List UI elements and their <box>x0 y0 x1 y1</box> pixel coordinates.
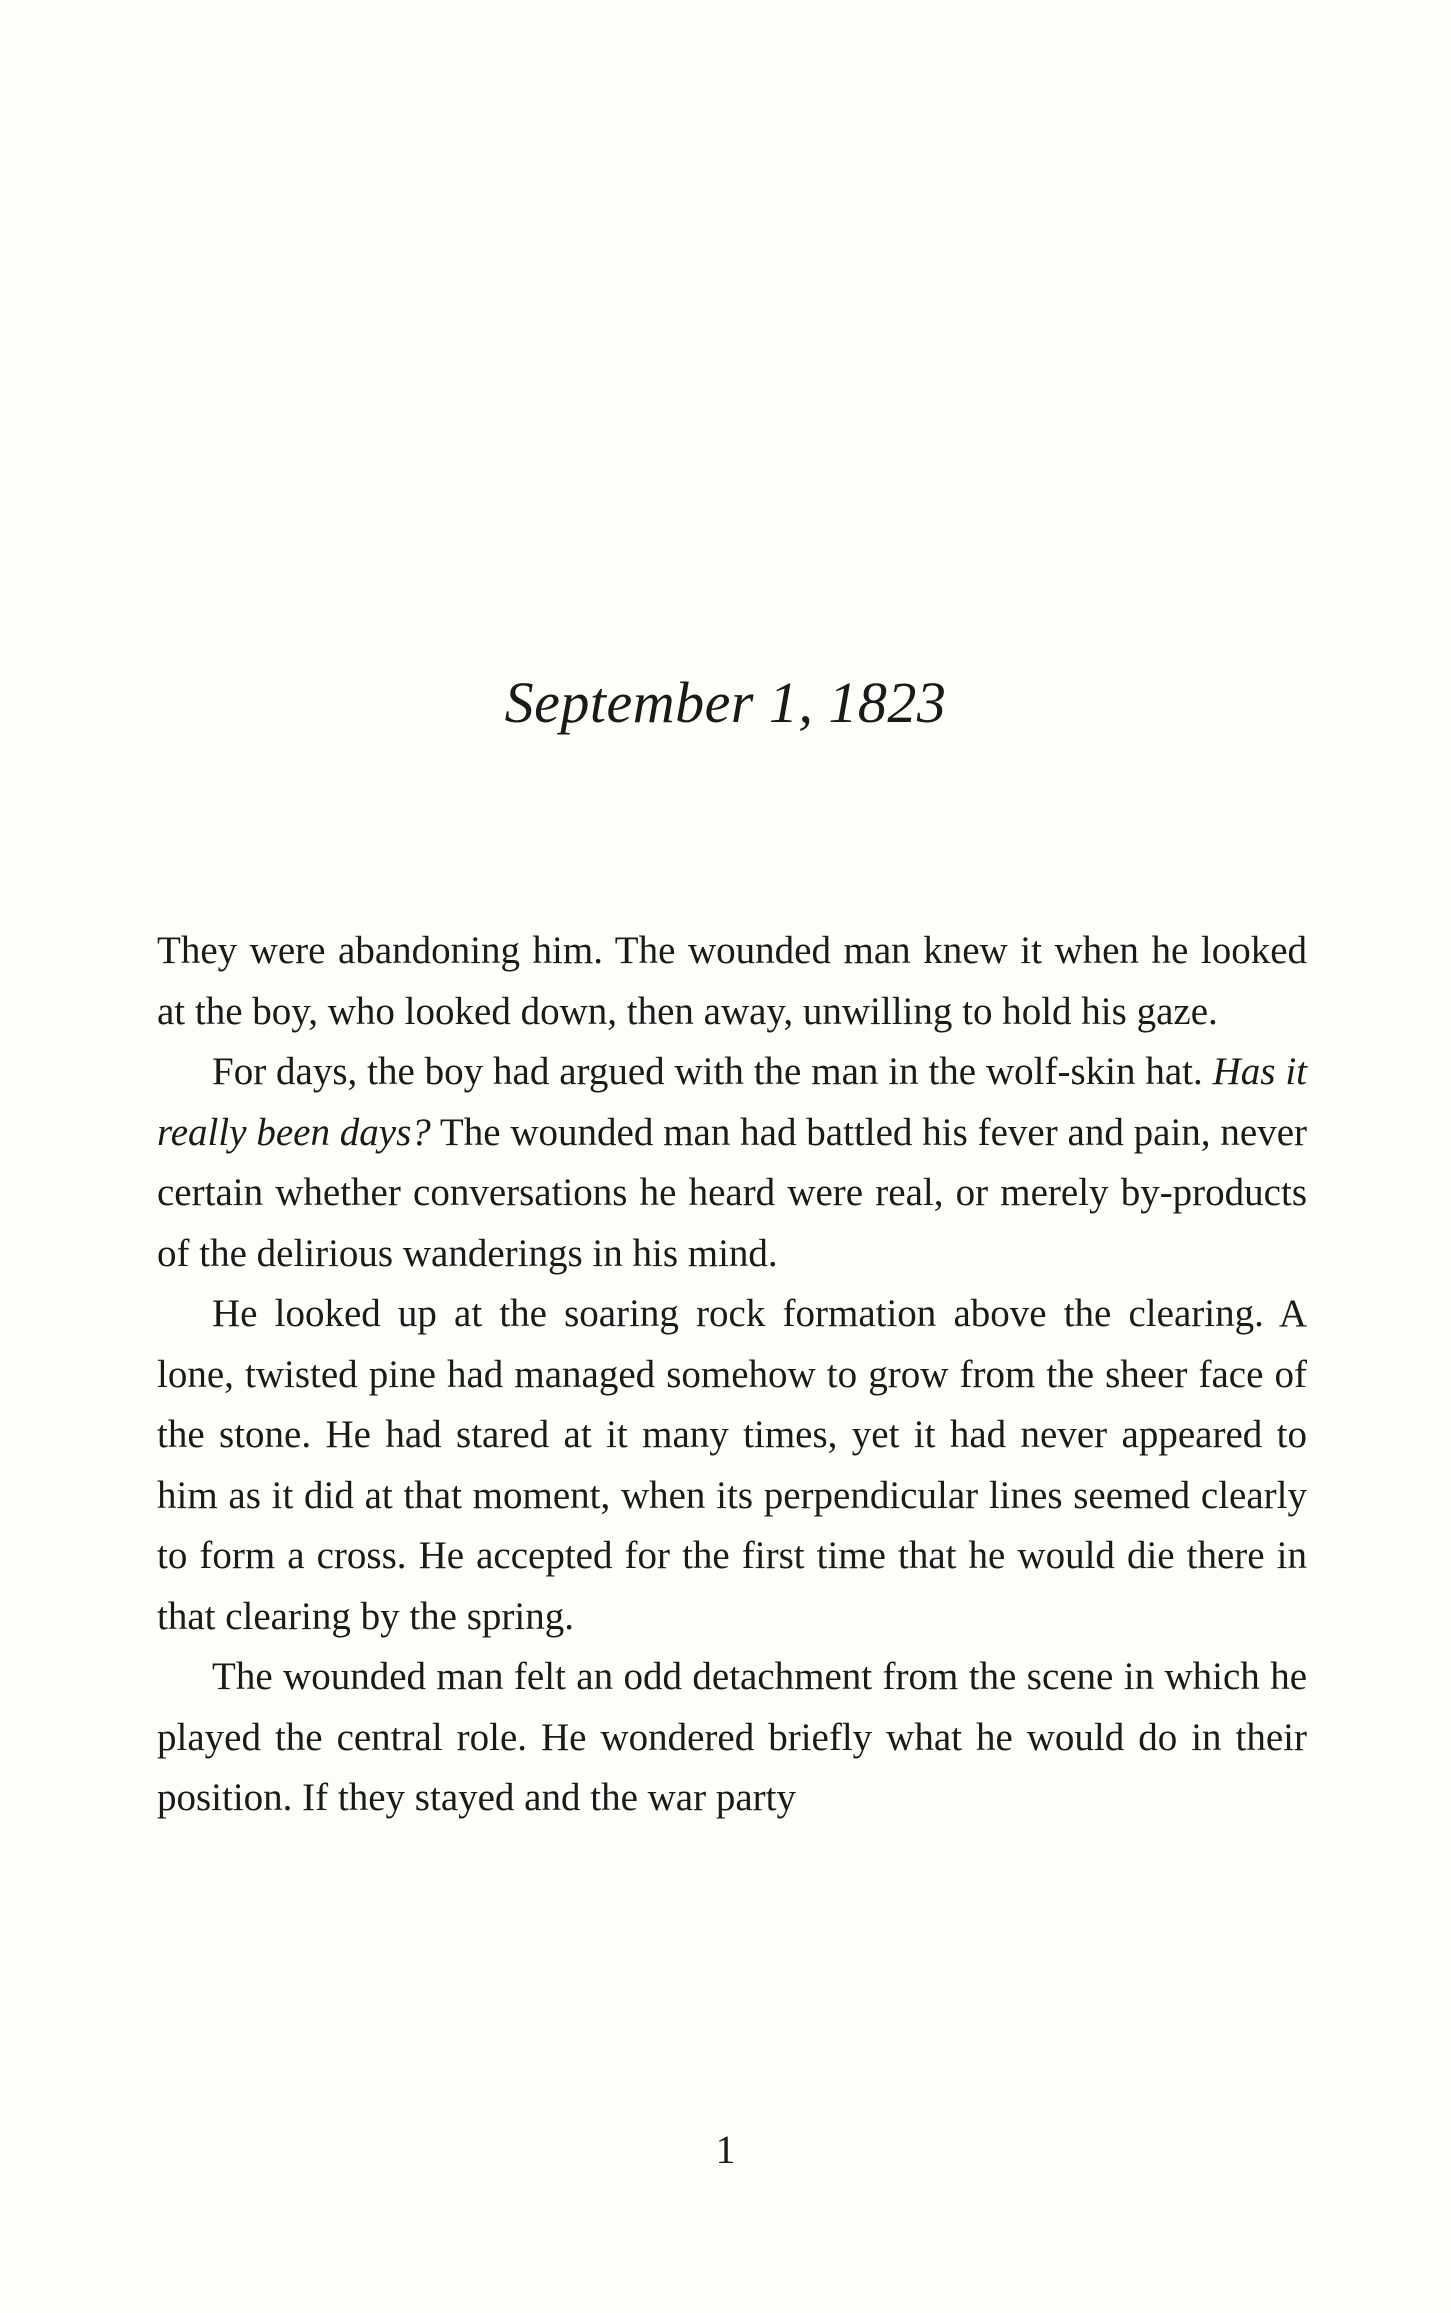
paragraph-4: The wounded man felt an odd detachment from the scene in which he played the central role. He wondered briefly what he would do in their position. If they stayed and the war party <box>157 1655 1307 1819</box>
paragraph-1: They were abandoning him. The wounded man knew it when he looked at the boy, who looked down, then away, unwilling to hold his gaze. <box>157 929 1307 1033</box>
chapter-title: September 1, 1823 <box>504 670 947 735</box>
page-number: 1 <box>715 2127 736 2172</box>
body-text <box>157 921 1307 1829</box>
paragraph-2-text-start: For days, the boy had argued with the man in the wolf-skin hat. <box>212 1050 1213 1093</box>
paragraph-2-italic-thought: Has it really been days? <box>157 1050 1307 1154</box>
paragraph-2 <box>157 1042 1307 1284</box>
paragraph-3: He looked up at the soaring rock formation above the clearing. A lone, twisted pine had managed somehow to grow from the sheer face of the stone. He had stared at it many times, yet it had never appeared to him as it did at that moment, when its perpendicular lines seemed clearly to form a cross. He accepted for the first time that he would die there in that clearing by the spring. <box>157 1292 1307 1638</box>
paragraph-2-text-end: The wounded man had battled his fever and pain, never certain whether conversations he heard were real, or merely by-products of the delirious wanderings in his mind. <box>157 1110 1307 1275</box>
